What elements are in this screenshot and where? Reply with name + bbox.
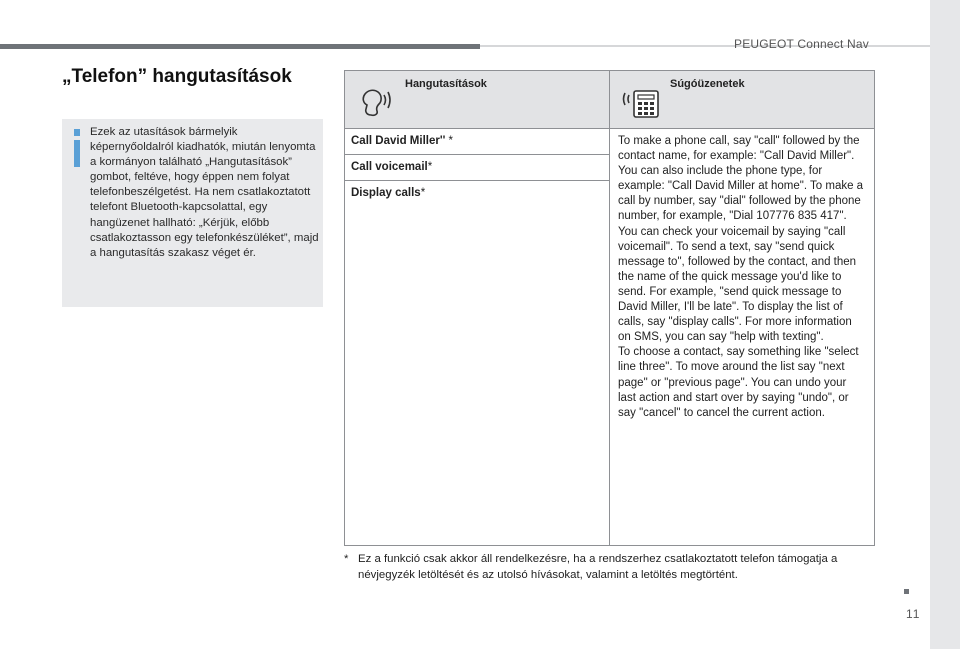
table-row [345, 129, 875, 155]
voice-command-table [344, 70, 875, 546]
footnote-marker: * [344, 553, 349, 565]
commands-column-header [345, 71, 610, 129]
help-header-label: Súgóüzenetek [670, 78, 745, 90]
voice-help-message-icon [622, 85, 662, 121]
command-cell [345, 129, 610, 155]
page-title: „Telefon” hangutasítások [62, 66, 292, 87]
help-column-header [610, 71, 875, 129]
command-text: Call voicemail [351, 161, 428, 173]
page-number: 11 [906, 607, 921, 621]
help-message-cell: To make a phone call, say "call" followed by the contact name, for example: "Call David Miller". You can also include the phone type, for example: "Call David Miller at home". To make a call by number, say "dial" followed by the phone number, for example, "Dial 107776 835 417". You can check your voicemail by saying "call voicemail". To send a text, say "send quick message to", followed by the contact, and then the name of the quick message you'd like to send. For example, "send quick message to David Miller, I'll be late". To display the list of calls, say "display calls". For more information on SMS, you can say "help with texting". To choose a contact, say something like "select line three". To move around the list say "next page" or "previous page". You can undo your last action and start over by saying "undo", or say "cancel" to cancel the current action. [610, 129, 875, 546]
info-icon [72, 127, 86, 167]
page-edge-strip [930, 0, 960, 649]
command-cell [345, 155, 610, 181]
command-footnote-marker: * [420, 187, 426, 199]
command-cell [345, 181, 610, 546]
command-text: Display calls [351, 187, 421, 199]
brand-header: PEUGEOT Connect Nav [734, 37, 869, 51]
page-marker [904, 589, 909, 594]
footnote-text: Ez a funkció csak akkor áll rendelkezésre, ha a rendszerhez csatlakoztatott telefon támogatja a névjegyzék letöltését és az utolsó hívásokat, valamint a letöltés megtörtént. [358, 553, 838, 581]
header-rule-dark [0, 44, 480, 49]
footnote [344, 552, 874, 583]
command-footnote-marker: * [448, 135, 453, 147]
table-header-row [345, 71, 875, 129]
voice-command-icon [357, 85, 393, 119]
info-box [62, 119, 323, 307]
command-footnote-marker: * [427, 161, 433, 173]
commands-header-label: Hangutasítások [405, 78, 487, 90]
command-text: Call David Miller'' [351, 135, 449, 147]
info-text: Ezek az utasítások bármelyik képernyőoldalról kiadhatók, miután lenyomta a kormányon található „Hangutasítások” gombot, feltéve, hogy éppen nem folyat telefonbeszélgetést. Ha nem csatlakoztatott telefont Bluetooth-kapcsolattal, egy hangüzenet hallható: „Kérjük, előbb csatlakoztasson egy telefonkészüléket”, majd a hangutasítás szakasz véget ér. [90, 126, 319, 259]
